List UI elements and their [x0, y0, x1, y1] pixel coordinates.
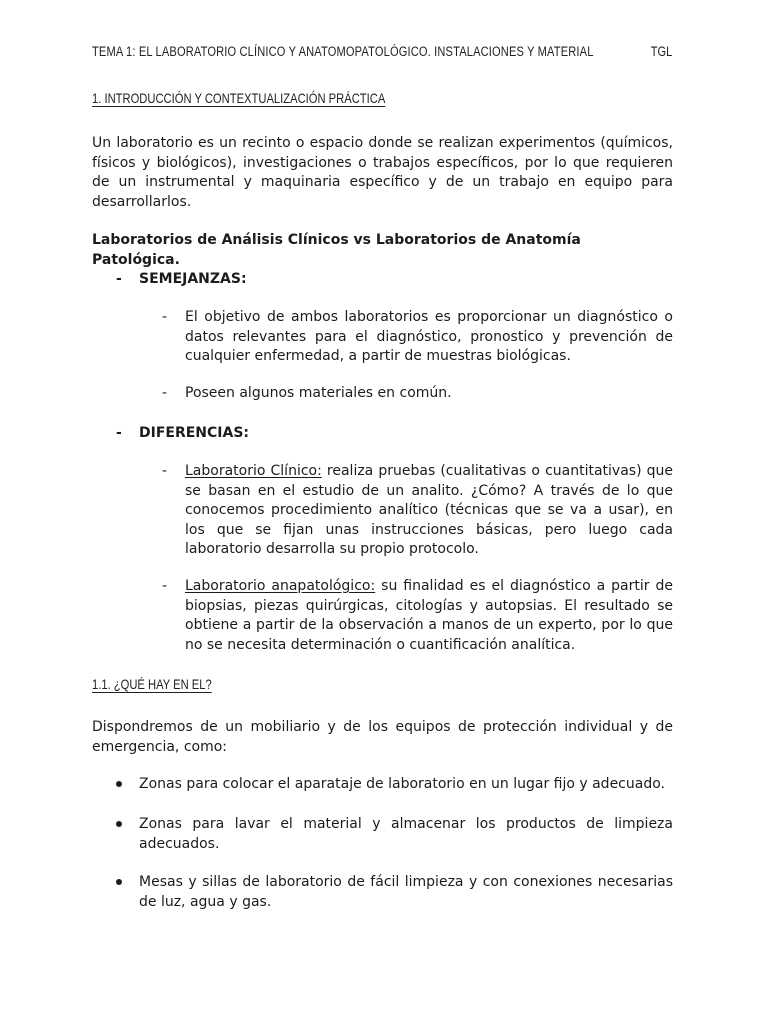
section-1-1-intro: Dispondremos de un mobiliario y de los equipos de protección individual y de emergencia, como:: [92, 719, 673, 755]
list-marker: -: [162, 463, 168, 479]
header-title: TEMA 1: EL LABORATORIO CLÍNICO Y ANATOMOPATOLÓGICO. INSTALACIONES Y MATERIAL: [92, 44, 594, 59]
differences-label: DIFERENCIAS:: [139, 425, 250, 441]
list-marker: -: [162, 309, 168, 325]
list-marker: -: [116, 425, 122, 441]
similarity-item: El objetivo de ambos laboratorios es proporcionar un diagnóstico o datos relevantes para el diagnóstico, pronostico y prevención de cualquier enfermedad, a partir de muestras biológicas.: [185, 309, 673, 364]
difference-item: Laboratorio anapatológico: su finalidad es el diagnóstico a partir de biopsias, piezas quirúrgicas, citologías y autopsias. El resultado se obtiene a partir de la observación a manos de un experto, por lo que no se necesita determinación o cuantificación analítica.: [185, 578, 673, 653]
list-marker: -: [162, 385, 168, 401]
difference-item: Laboratorio Clínico: realiza pruebas (cualitativas o cuantitativas) que se basan en el estudio de un analito. ¿Cómo? A través de lo que conocemos procedimiento analítico (técnicas que se va a usar), en los que se fijan unas instrucciones básicas, pero luego cada laboratorio desarrolla su propio protocolo.: [185, 463, 673, 557]
list-item: Zonas para colocar el aparataje de laboratorio en un lugar fijo y adecuado.: [139, 776, 665, 792]
section-heading-1: 1. INTRODUCCIÓN Y CONTEXTUALIZACIÓN PRÁCTICA: [92, 90, 386, 106]
term-clinical-lab: Laboratorio Clínico:: [185, 463, 322, 479]
similarities-label: SEMEJANZAS:: [139, 271, 247, 287]
comparison-title: Laboratorios de Análisis Clínicos vs Laboratorios de Anatomía Patológica.: [92, 232, 581, 268]
section-heading-1-1: 1.1. ¿QUÉ HAY EN EL?: [92, 676, 212, 692]
similarity-item: Poseen algunos materiales en común.: [185, 385, 452, 401]
header-initials: TGL: [650, 44, 672, 59]
term-anapath-lab: Laboratorio anapatológico:: [185, 578, 376, 594]
bullet-icon: [116, 781, 122, 787]
intro-paragraph: Un laboratorio es un recinto o espacio donde se realizan experimentos (químicos, físicos y biológicos), investigaciones o trabajos específicos, por lo que requieren de un instrumental y maquinaria específico y de un trabajo en equipo para desarrollarlos.: [92, 135, 673, 210]
list-marker: -: [162, 578, 168, 594]
list-item: Mesas y sillas de laboratorio de fácil limpieza y con conexiones necesarias de luz, agua y gas.: [139, 874, 673, 910]
list-item: Zonas para lavar el material y almacenar los productos de limpieza adecuados.: [139, 816, 673, 852]
list-marker: -: [116, 271, 122, 287]
bullet-icon: [116, 879, 122, 885]
bullet-icon: [116, 821, 122, 827]
